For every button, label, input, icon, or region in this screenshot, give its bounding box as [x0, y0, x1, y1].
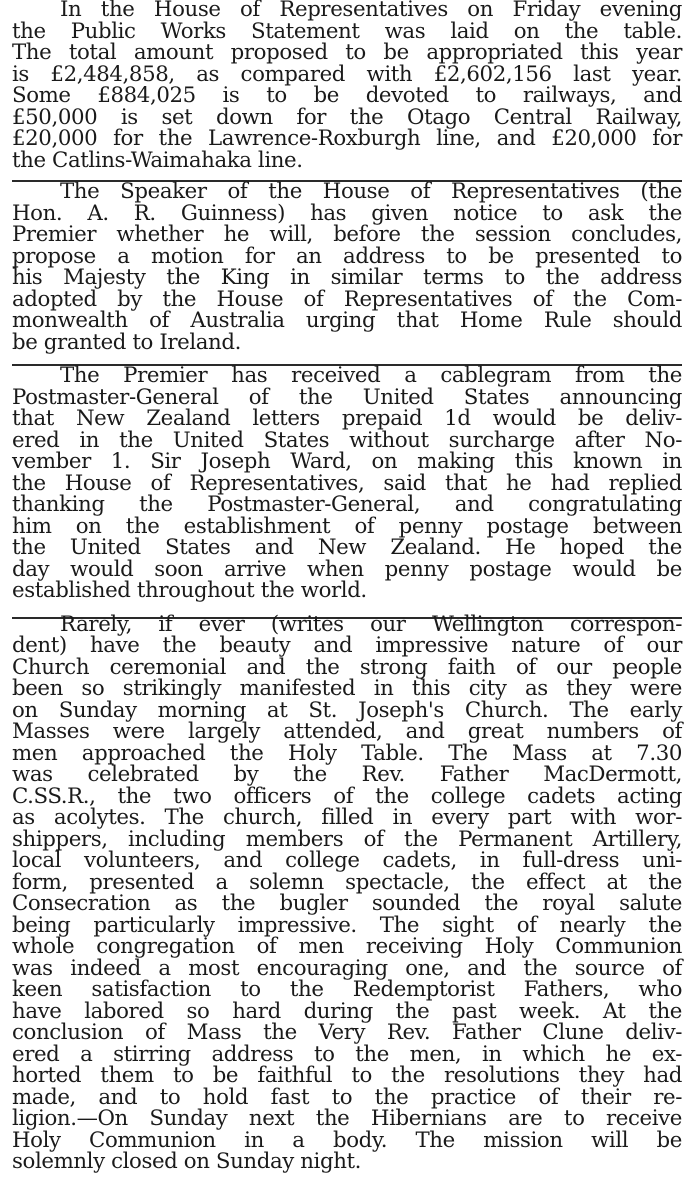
text-line: being particularly impressive. The sight of nearly the: [12, 912, 682, 938]
article-column: [12, 0, 682, 1173]
text-line: local volunteers, and college cadets, in full-dress uni-: [12, 848, 682, 873]
text-line: adopted by the House of Representatives of the Com-: [12, 286, 682, 312]
paragraph-speaker-notice: [12, 181, 682, 353]
text-line: Church ceremonial and the strong faith of our people: [12, 654, 682, 680]
text-line: the United States and New Zealand. He hoped the: [12, 535, 682, 560]
text-line: The total amount proposed to be appropriated this year: [12, 40, 682, 65]
text-line: The Speaker of the House of Representatives (the: [60, 179, 682, 204]
text-line: ered in the United States without surcharge after No-: [12, 427, 682, 453]
text-line: Premier whether he will, before the session concludes,: [12, 222, 682, 247]
text-line: on Sunday morning at St. Joseph's Church. The early: [12, 697, 682, 723]
text-line: the Public Works Statement was laid on the table.: [12, 18, 682, 44]
text-line: form, presented a solemn spectacle, the effect at the: [12, 869, 682, 895]
text-line: Masses were largely attended, and great numbers of: [12, 719, 682, 744]
text-line: have labored so hard during the past week. At the: [12, 998, 682, 1024]
text-line: is £2,484,858, as compared with £2,602,156 last year.: [12, 61, 682, 87]
text-line: Some £884,025 is to be devoted to railways, and: [12, 83, 682, 108]
text-line: be granted to Ireland.: [12, 329, 241, 355]
text-line: thanking the Postmaster-General, and congratulating: [12, 492, 682, 517]
text-line: made, and to hold fast to the practice of their re-: [12, 1084, 682, 1110]
text-line: propose a motion for an address to be presented to: [12, 243, 682, 269]
text-line: dent) have the beauty and impressive nature of our: [12, 633, 682, 658]
text-line: the House of Representatives, said that he had replied: [12, 470, 682, 496]
text-line: Hon. A. R. Guinness) has given notice to ask the: [12, 200, 682, 226]
text-line: his Majesty the King in similar terms to the address: [12, 265, 682, 290]
text-line: vember 1. Sir Joseph Ward, on making this known in: [12, 449, 682, 474]
text-line: shippers, including members of the Permanent Artillery,: [12, 826, 682, 852]
paragraph-church-ceremonial: [12, 611, 682, 1174]
text-line: horted them to be faithful to the resolutions they had: [12, 1063, 682, 1088]
text-line: whole congregation of men receiving Holy Communion: [12, 934, 682, 959]
text-line: £20,000 for the Lawrence-Roxburgh line, and £20,000 for: [12, 126, 682, 151]
text-line: In the House of Representatives on Friday evening: [60, 0, 682, 22]
text-line: keen satisfaction to the Redemptorist Fathers, who: [12, 977, 682, 1002]
text-line: The Premier has received a cablegram from the: [60, 363, 682, 388]
text-line: the Catlins-Waimahaka line.: [12, 147, 303, 173]
text-line: was indeed a most encouraging one, and the source of: [12, 955, 682, 981]
text-line: £50,000 is set down for the Otago Central Railway,: [12, 104, 682, 130]
text-line: C.SS.R., the two officers of the college cadets acting: [12, 783, 682, 809]
text-line: been so strikingly manifested in this city as they were: [12, 676, 682, 701]
text-line: established throughout the world.: [12, 578, 367, 603]
text-line: monwealth of Australia urging that Home Rule should: [12, 308, 682, 333]
text-line: Rarely, if ever (writes our Wellington correspon-: [60, 611, 682, 637]
text-line: Consecration as the bugler sounded the royal salute: [12, 891, 682, 916]
paragraph-penny-postage: [12, 365, 682, 602]
text-line: men approached the Holy Table. The Mass at 7.30: [12, 740, 682, 766]
text-line: solemnly closed on Sunday night.: [12, 1149, 362, 1174]
text-line: that New Zealand letters prepaid 1d would be deliv-: [12, 406, 682, 431]
text-line: as acolytes. The church, filled in every part with wor-: [12, 805, 682, 830]
text-line: him on the establishment of penny postage between: [12, 513, 682, 539]
text-line: Postmaster-General of the United States announcing: [12, 384, 682, 410]
text-line: ligion.—On Sunday next the Hibernians are to receive: [12, 1106, 682, 1131]
paragraph-public-works: [12, 0, 682, 171]
text-line: Holy Communion in a body. The mission will be: [12, 1127, 682, 1153]
text-line: was celebrated by the Rev. Father MacDermott,: [12, 762, 682, 787]
text-line: day would soon arrive when penny postage would be: [12, 556, 682, 582]
text-line: ered a stirring address to the men, in which he ex-: [12, 1041, 682, 1067]
text-line: conclusion of Mass the Very Rev. Father Clune deliv-: [12, 1020, 682, 1045]
